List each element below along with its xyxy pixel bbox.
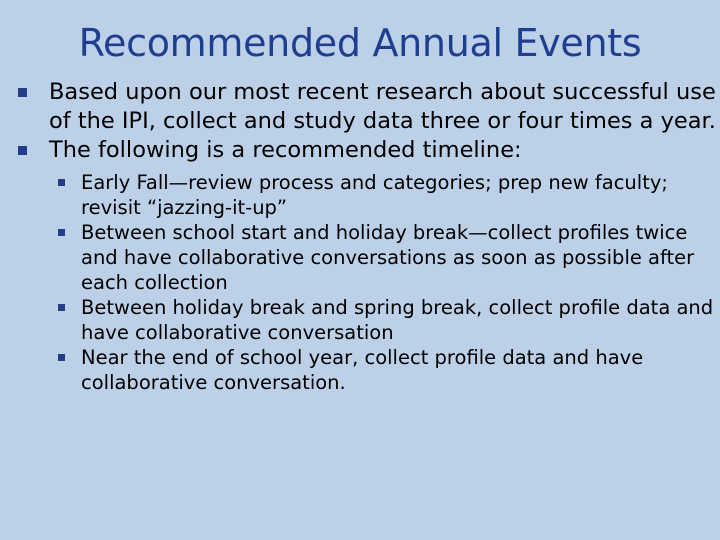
square-bullet-icon xyxy=(18,88,27,97)
square-bullet-icon xyxy=(58,179,65,186)
square-bullet-icon xyxy=(58,229,65,236)
square-bullet-icon xyxy=(18,146,27,155)
sub-bullet-item xyxy=(58,170,718,220)
sub-bullet-text: Near the end of school year, collect profile data and have collaborative conversation. xyxy=(81,346,644,394)
square-bullet-icon xyxy=(58,304,65,311)
bullet-item xyxy=(18,78,718,136)
bullet-text: Based upon our most recent research about successful use of the IPI, collect and study data three or four times a year. xyxy=(49,79,716,134)
sub-bullet-text: Early Fall—review process and categories; prep new faculty; revisit “jazzing-it-up” xyxy=(81,171,668,219)
bullet-text: The following is a recommended timeline: xyxy=(49,137,522,163)
sub-bullet-item xyxy=(58,220,718,295)
sub-bullet-item xyxy=(58,295,718,345)
sub-bullet-item xyxy=(58,345,718,395)
slide-title: Recommended Annual Events xyxy=(78,21,642,65)
sub-bullet-text: Between holiday break and spring break, collect profile data and have collaborative conversation xyxy=(81,296,714,344)
sub-bullet-text: Between school start and holiday break—collect profiles twice and have collaborative conversations as soon as possible after each collection xyxy=(81,221,695,294)
bullet-item xyxy=(18,136,718,165)
square-bullet-icon xyxy=(58,354,65,361)
sub-bullet-list xyxy=(18,170,718,395)
slide-body xyxy=(18,78,718,395)
